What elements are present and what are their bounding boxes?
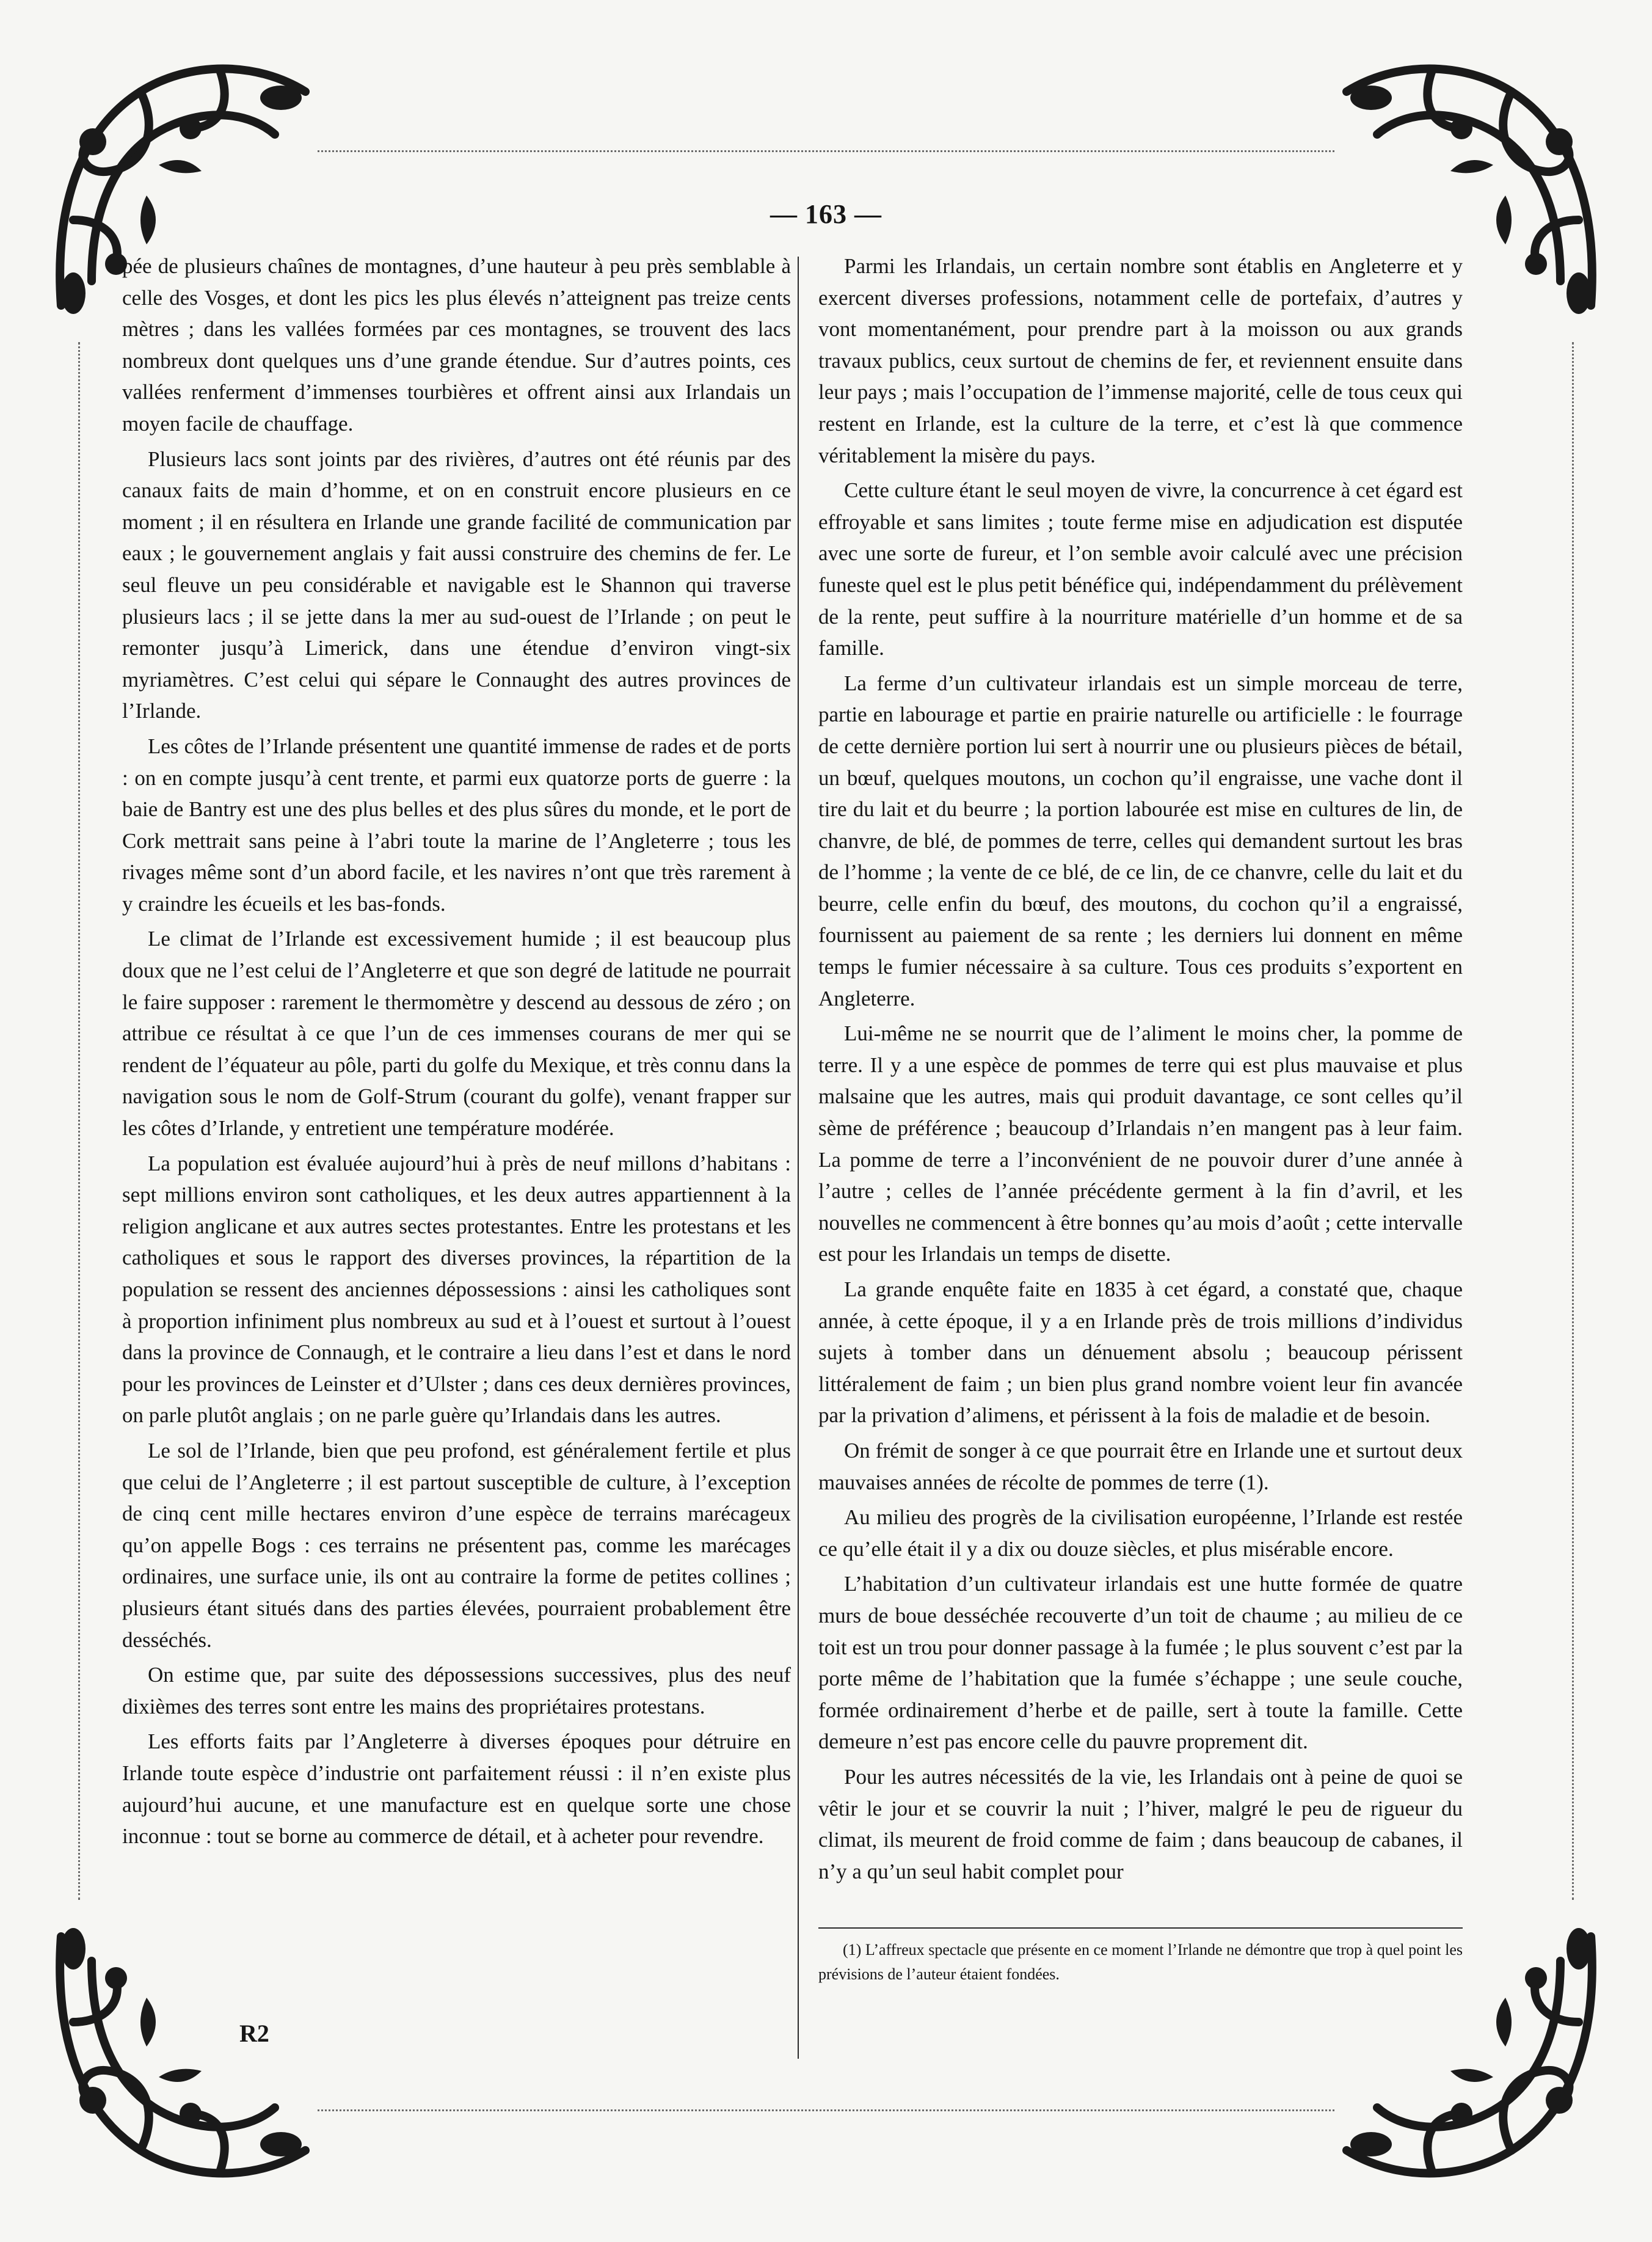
page-number: — 163 — xyxy=(770,199,882,229)
paragraph: La ferme d’un cultivateur irlandais est un simple morceau de terre, partie en labourage et partie en prairie naturelle ou artificielle : le fourrage de cette dernière portion lui sert à nourrir une ou plusieurs pièces de bétail, un bœuf, quelques moutons, un cochon qu’il engraisse, une vache dont il tire du lait et du beurre ; la portion labourée est mise en cultures de lin, de chanvre, de blé, de pommes de terre, celles qui demandent surtout les bras de l’homme ; la vente de ce blé, de ce lin, de ce chanvre, celle du lait et du beurre, celle enfin du bœuf, des moutons, du cochon qu’il a engraissé, fournissent au paiement de sa rente ; les derniers lui donnent en même temps le fumier nécessaire à sa culture. Tous ces produits s’exportent en Angleterre. xyxy=(818,671,1463,1010)
paragraph: Les côtes de l’Irlande présentent une quantité immense de rades et de ports : on en compte jusqu’à cent trente, et parmi eux quatorze ports de guerre : la baie de Bantry est une des plus belles et des plus sûres du monde, et le port de Cork mettrait sans peine à l’abri toute la marine de l’Angleterre ; tous les rivages même sont d’un abord facile, et les navires n’ont que très rarement à y craindre les écueils et les bas-fonds. xyxy=(122,734,791,916)
footnote-text: (1) L’affreux spectacle que présente en ce moment l’Irlande ne démontre que trop à quel point les prévisions de l’auteur étaient fondées. xyxy=(818,1941,1463,1983)
paragraph: L’habitation d’un cultivateur irlandais est une hutte formée de quatre murs de boue desséchée recouverte d’un toit de chaume ; au milieu de ce toit est un trou pour donner passage à la fumée ; le plus souvent c’est par la porte même de l’habitation que la fumée s’échappe ; une seule couche, formée ordinairement d’herbe et de paille, sert à toute la famille. Cette demeure n’est pas encore celle du pauvre proprement dit. xyxy=(818,1572,1463,1754)
top-border-line xyxy=(318,150,1334,152)
signature-mark: R2 xyxy=(239,2020,269,2047)
paragraph: Les efforts faits par l’Angleterre à diverses époques pour détruire en Irlande toute espèce d’industrie ont parfaitement réussi : il n’en existe plus aujourd’hui aucune, et une manufacture est en quelque sorte une chose inconnue : tout se borne au commerce de détail, et à acheter pour revendre. xyxy=(122,1729,791,1849)
paragraph: Plusieurs lacs sont joints par des rivières, d’autres ont été réunis par des canaux faits de main d’homme, et on en construit encore plusieurs en ce moment ; il en résultera en Irlande une grande facilité de communication par eaux ; le gouvernement anglais y fait aussi construire des chemins de fer. Le seul fleuve un peu considérable et navigable est le Shannon qui traverse plusieurs lacs ; il se jette dans la mer au sud-ouest de l’Irlande ; on peut le remonter jusqu’à Limerick, dans une étendue d’environ vingt-six myriamètres. C’est celui qui sépare le Connaught des autres provinces de l’Irlande. xyxy=(122,447,791,723)
paragraph: Pour les autres nécessités de la vie, les Irlandais ont à peine de quoi se vêtir le jour et se couvrir la nuit ; l’hiver, malgré le peu de rigueur du climat, ils meurent de froid comme de faim ; dans beaucoup de cabanes, il n’y a qu’un seul habit complet pour xyxy=(818,1764,1463,1883)
paragraph: Parmi les Irlandais, un certain nombre sont établis en Angleterre et y exercent diverses professions, notamment celle de portefaix, d’autres y vont momentanément, pour prendre part à la moisson ou aux grands travaux publics, ceux surtout de chemins de fer, et reviennent ensuite dans leur pays ; mais l’occupation de l’immense majorité, celle de tous ceux qui restent en Irlande, est la culture de la terre, et c’est là que commence véritablement la misère du pays. xyxy=(818,254,1463,467)
paragraph: On frémit de songer à ce que pourrait être en Irlande une et surtout deux mauvaises années de récolte de pommes de terre (1). xyxy=(818,1438,1463,1494)
paragraph: La grande enquête faite en 1835 à cet égard, a constaté que, chaque année, à cette époque, il y a en Irlande près de trois millions d’individus sujets à tomber dans un dénuement absolu ; beaucoup périssent littéralement de faim ; un bien plus grand nombre voient leur fin avancée par la privation d’alimens, et périssent à la fois de maladie et de besoin. xyxy=(818,1277,1463,1428)
paragraph: Cette culture étant le seul moyen de vivre, la concurrence à cet égard est effroyable et sans limites ; toute ferme mise en adjudication est disputée avec une sorte de fureur, et l’on semble avoir calculé avec une précision funeste quel est le plus petit bénéfice qui, indépendamment du prélèvement de la rente, peut suffire à la nourriture matérielle d’un homme et de sa famille. xyxy=(818,478,1463,660)
paragraph: Le sol de l’Irlande, bien que peu profond, est généralement fertile et plus que celui de l’Angleterre ; il est partout susceptible de culture, à l’exception de cinq cent mille hectares environ d’une espèce de terrains marécageux qu’on appelle Bogs : ces terrains ne présentent pas, comme les marécages ordinaires, une surface unie, ils ont au contraire la forme de petites collines ; plusieurs étant situés dans des parties élevées, pourraient probablement être desséchés. xyxy=(122,1438,791,1652)
right-column xyxy=(818,250,1463,1891)
column-divider xyxy=(798,257,799,2059)
paragraph: La population est évaluée aujourd’hui à près de neuf millons d’habitans : sept millions environ sont catholiques, et les deux autres appartiennent à la religion anglicane et aux autres sectes protestantes. Entre les protestans et les catholiques et sous le rapport des diverses provinces, la répartition de la population se ressent des anciennes dépossessions : ainsi les catholiques sont à proportion infiniment plus nombreux au sud et à l’ouest et surtout à l’ouest dans la province de Connaugh, et le contraire a lieu dans l’est et dans le nord pour les provinces de Leinster et d’Ulster ; dans ces deux dernières provinces, on parle plutôt anglais ; on ne parle guère qu’Irlandais dans les autres. xyxy=(122,1151,791,1428)
left-column xyxy=(122,250,791,1856)
paragraph: Le climat de l’Irlande est excessivement humide ; il est beaucoup plus doux que ne l’est celui de l’Angleterre et que son degré de latitude ne pourrait le faire supposer : rarement le thermomètre y descend au dessous de zéro ; on attribue ce résultat à ce que l’un de ces immenses courans de mer qui se rendent de l’équateur au pôle, parti du golfe du Mexique, et très connu dans la navigation sous le nom de Golf-Strum (courant du golfe), venant frapper sur les côtes d’Irlande, y entretient une température modérée. xyxy=(122,927,791,1141)
paragraph: Lui-même ne se nourrit que de l’aliment le moins cher, la pomme de terre. Il y a une espèce de pommes de terre qui est plus mauvaise et plus malsaine que les autres, mais qui produit davantage, ce sont celles qu’il sème de préférence ; beaucoup d’Irlandais n’en mangent pas à leur faim. La pomme de terre a l’inconvénient de ne pouvoir durer d’une année à l’autre ; celles de l’année précédente germent à la fin d’avril, et les nouvelles ne commencent à être bonnes qu’au mois d’août ; cette intervalle est pour les Irlandais un temps de disette. xyxy=(818,1021,1463,1266)
corner-ornament-icon xyxy=(37,1918,324,2205)
paragraph: pée de plusieurs chaînes de montagnes, d’une hauteur à peu près semblable à celle des Vosges, et dont les pics les plus élevés n’atteignent pas treize cents mètres ; dans les vallées formées par ces montagnes, se trouvent des lacs nombreux dont quelques uns d’une grande étendue. Sur d’autres points, ces vallées renferment d’immenses tourbières et offrent ainsi aux Irlandais un moyen facile de chauffage. xyxy=(122,254,791,436)
right-border-line xyxy=(1572,342,1574,1900)
paragraph: On estime que, par suite des dépossessions successives, plus des neuf dixièmes des terres sont entre les mains des propriétaires protestans. xyxy=(122,1663,791,1718)
footnote-rule xyxy=(818,1927,1463,1929)
left-border-line xyxy=(78,342,80,1900)
paragraph: Au milieu des progrès de la civilisation européenne, l’Irlande est restée ce qu’elle était il y a dix ou douze siècles, et plus misérable encore. xyxy=(818,1505,1463,1561)
bottom-border-line xyxy=(318,2109,1334,2111)
footnote xyxy=(818,1938,1463,1987)
